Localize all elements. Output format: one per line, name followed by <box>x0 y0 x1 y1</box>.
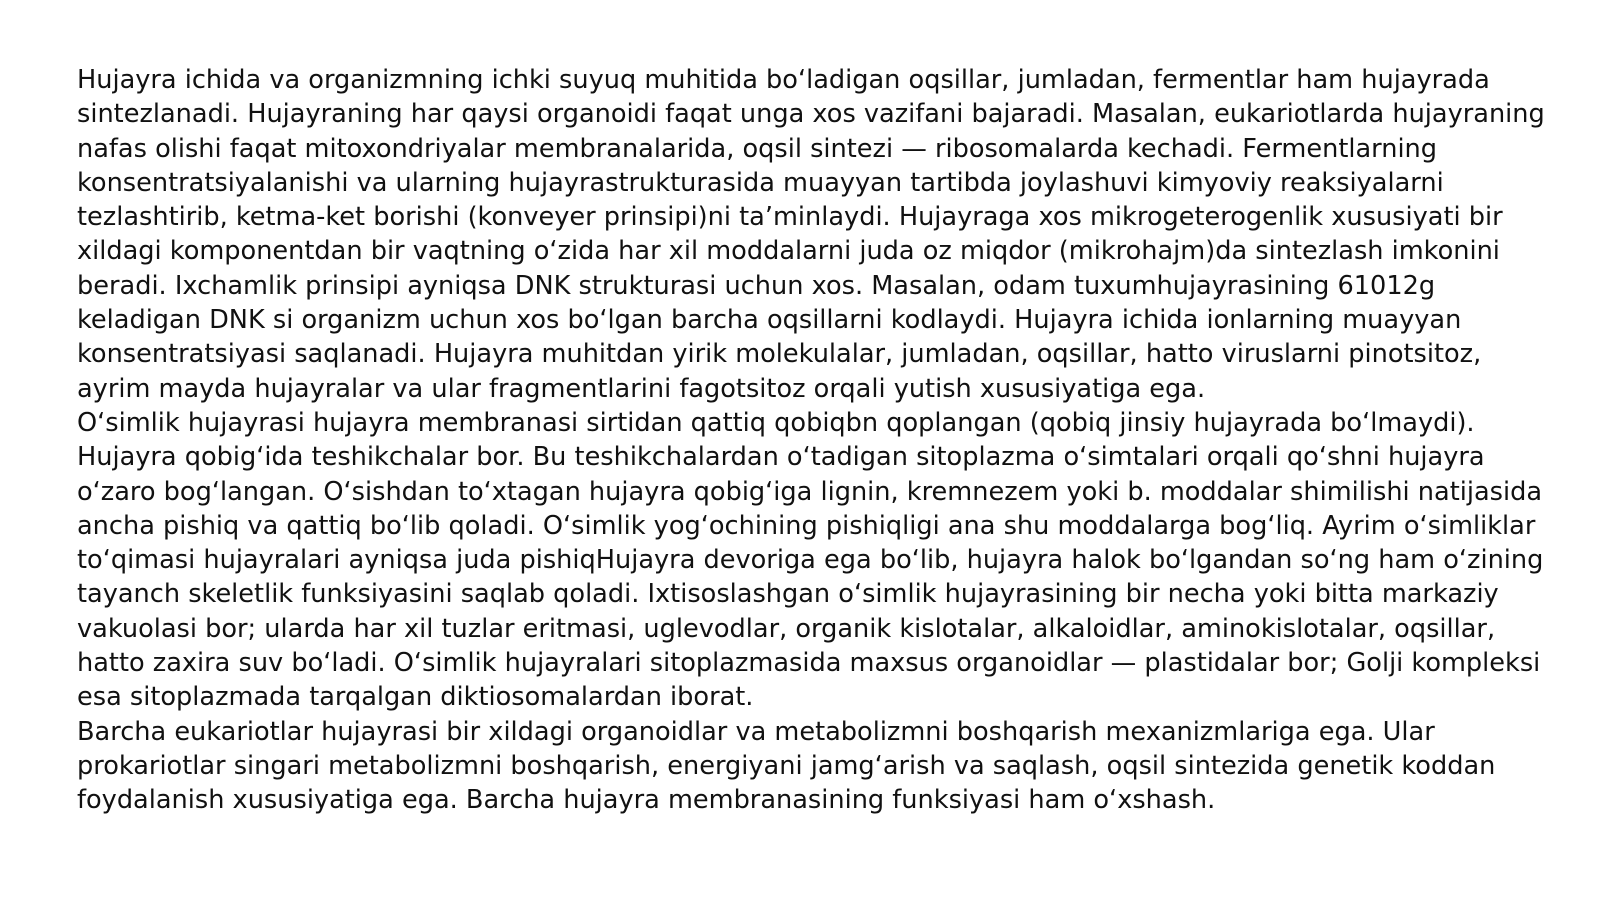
text-line: foydalanish xususiyatiga ega. Barcha hujayra membranasining funksiyasi ham o‘xshash. <box>77 785 1216 816</box>
text-line: xildagi komponentdan bir vaqtning o‘zida har xil moddalarni juda oz miqdor (mikrohajm)da sintezlash imkonini <box>77 236 1500 267</box>
text-line: ancha pishiq va qattiq bo‘lib qoladi. O‘simlik yog‘ochining pishiqligi ana shu moddalarga bog‘liq. Ayrim o‘simliklar <box>77 510 1536 541</box>
text-line: O‘simlik hujayrasi hujayra membranasi sirtidan qattiq qobiqbn qoplangan (qobiq jinsiy hujayrada bo‘lmaydi). <box>77 407 1475 438</box>
text-line: o‘zaro bog‘langan. O‘sishdan to‘xtagan hujayra qobig‘iga lignin, kremnezem yoki b. moddalar shimilishi natijasida <box>77 476 1543 507</box>
text-line: sintezlanadi. Hujayraning har qaysi organoidi faqat unga xos vazifani bajaradi. Masalan, eukariotlarda hujayraning <box>77 99 1545 130</box>
text-line: Hujayra ichida va organizmning ichki suyuq muhitida bo‘ladigan oqsillar, jumladan, fermentlar ham hujayrada <box>77 65 1490 95</box>
text-line: vakuolasi bor; ularda har xil tuzlar eritmasi, uglevodlar, organik kislotalar, alkaloidlar, aminokislotalar, oqsillar, <box>77 613 1496 644</box>
text-line: nafas olishi faqat mitoxondriyalar membranalarida, oqsil sintezi — ribosomalarda kechadi. Fermentlarning <box>77 133 1438 164</box>
text-line: prokariotlar singari metabolizmni boshqarish, energiyani jamg‘arish va saqlash, oqsil sintezida genetik koddan <box>77 750 1496 781</box>
text-line: Hujayra qobig‘ida teshikchalar bor. Bu teshikchalardan o‘tadigan sitoplazma o‘simtalari orqali qo‘shni hujayra <box>77 442 1485 473</box>
text-line: konsentratsiyalanishi va ularning hujayrastrukturasida muayyan tartibda joylashuvi kimyoviy reaksiyalarni <box>77 167 1444 198</box>
text-line: keladigan DNK si organizm uchun xos bo‘lgan barcha oqsillarni kodlaydi. Hujayra ichida ionlarning muayyan <box>77 305 1462 336</box>
text-line: esa sitoplazmada tarqalgan diktiosomalardan iborat. <box>77 682 754 713</box>
text-line: tezlashtirib, ketma-ket borishi (konveyer prinsipi)ni ta’minlaydi. Hujayraga xos mikrogeterogenlik xususiyati bir <box>77 202 1503 233</box>
text-line: tayanch skeletlik funksiyasini saqlab qoladi. Ixtisoslashgan o‘simlik hujayrasining bir necha yoki bitta markaziy <box>77 579 1499 610</box>
text-line: Barcha eukariotlar hujayrasi bir xildagi organoidlar va metabolizmni boshqarish mexanizmlariga ega. Ular <box>77 716 1435 747</box>
text-line: beradi. Ixchamlik prinsipi ayniqsa DNK strukturasi uchun xos. Masalan, odam tuxumhujayrasining 61012g <box>77 270 1436 301</box>
text-line: hatto zaxira suv bo‘ladi. O‘simlik hujayralari sitoplazmasida maxsus organoidlar — plastidalar bor; Golji kompleksi <box>77 648 1541 679</box>
text-line: konsentratsiyasi saqlanadi. Hujayra muhitdan yirik molekulalar, jumladan, oqsillar, hatto viruslarni pinotsitoz, <box>77 339 1482 370</box>
text-line: ayrim mayda hujayralar va ular fragmentlarini fagotsitoz orqali yutish xususiyatiga ega. <box>77 373 1206 404</box>
text-line: to‘qimasi hujayralari ayniqsa juda pishiqHujayra devoriga ega bo‘lib, hujayra halok bo‘lgandan so‘ng ham o‘zining <box>77 545 1544 576</box>
document-text <box>77 63 1560 818</box>
